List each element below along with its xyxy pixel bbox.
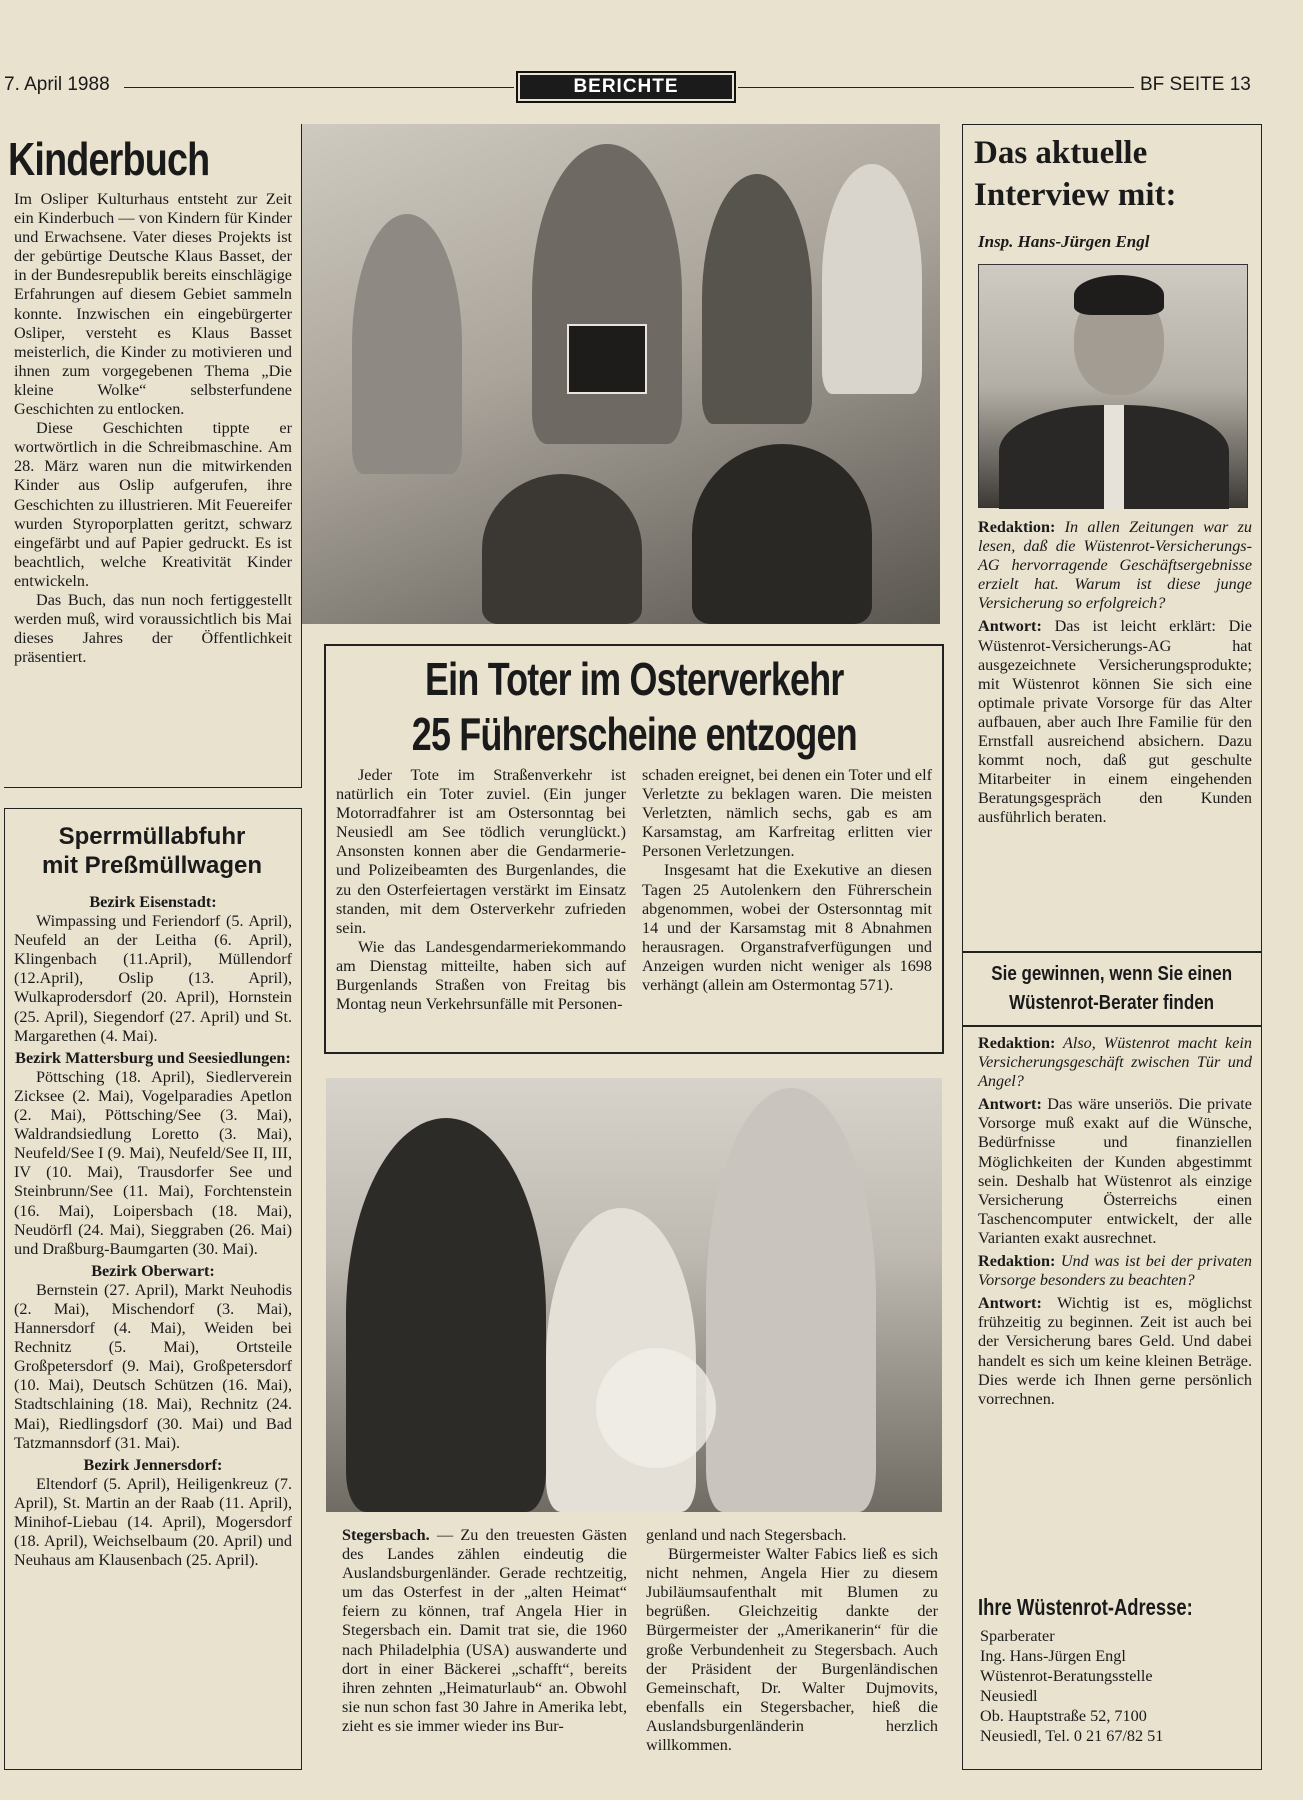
interview-qa-2 [978,1034,1252,1409]
district-heading: Bezirk Jennersdorf: [83,1455,223,1474]
paragraph: — Zu den treuesten Gästen des Landes zählen eindeutig die Auslandsburgenländer. Gerade rechtzeitig, um das Osterfest in der „alten Heimat“ feiern zu können, traf Angela Hier in Stegersbach ein. Damit trat sie, die 1960 nach Philadelphia (USA) auswanderte und dort in einer Bäckerei „schafft“, bereits ihren zehnten „Heimaturlaub“ an. Obwohl sie nun schon fast 30 Jahre in Amerika lebt, zieht es sie immer wieder ins Bur- [342,1526,627,1735]
paragraph: genland und nach Stegersbach. [646,1526,847,1544]
interview-headline [974,132,1177,216]
paragraph: Diese Geschichten tippte er wortwörtlich in die Schreibmaschine. Am 28. März waren nun die mitwirkenden Kinder aus Oslip aufgerufen, ihre Geschichten zu illustrieren. Mit Feuereifer wurden Styroporplatten geritzt, schwarz eingefärbt und auf Papier gedruckt. Es ist beachtlich, welche Kreativität Kinder entwickeln. [14,419,292,590]
district-schedule: Wimpassing und Feriendorf (5. April), Neufeld an der Leitha (6. April), Klingenbach (11.April), Müllendorf (12.April), Oslip (13. April), Wulkaprodersdorf (20. April), Hornstein (25. April), Siegendorf (27. April) und St. Margarethen (4. Mai). [14,912,292,1045]
photo-figure [532,144,682,444]
answer: Antwort: Das wäre unseriös. Die private Vorsorge muß exakt auf die Wünsche, Bedürfnisse und finanziellen Möglichkeiten der Kunden abgestimmt sein. Deshalb hat Wüstenrot als einzige Versicherung Österreichs einen Taschencomputer entwickelt, der alle Varianten exakt ausrechnet. [978,1095,1252,1247]
district-heading: Bezirk Mattersburg und Seesiedlungen: [15,1048,291,1067]
stegersbach-column-1 [342,1526,627,1736]
speaker-label: Redaktion: [978,1034,1056,1052]
headline-line: Sperrmüllabfuhr [58,823,246,850]
kinderbuch-body [14,190,292,667]
photo-figure [692,444,872,624]
paragraph: Das Buch, das nun noch fertiggestellt werden muß, wird voraussichtlich bis Mai dieses Jahres der Öffentlichkeit präsentiert. [14,590,292,667]
address-line: Ing. Hans-Jürgen Engl [980,1647,1126,1665]
paragraph: Bürgermeister Walter Fabics ließ es sich nicht nehmen, Angela Hier zu diesem Jubiläumsaufenthalt mit Blumen zu begrüßen. Gleichzeitig dankte der Bürgermeister der „Amerikanerin“ für die große Verbundenheit zu Stegersbach. Auch der Präsident der Burgenländischen Gemeinschaft, Dr. Walter Dujmovits, ebenfalls ein Stegersbacher, hieß die Auslandsburgenländerin herzlich willkommen. [646,1545,938,1755]
district-schedule: Pöttsching (18. April), Siedlerverein Zicksee (2. Mai), Vogelparadies Apetlon (2. Mai), Pöttsching/See (3. Mai), Waldrandsiedlung Loretto (3. Mai), Neufeld/See I (9. Mai), Neufeld/See II, III, IV (10. Mai), Trausdorfer See und Steinbrunn/See (11. Mai), Forchtenstein (16. Mai), Loipersbach (18. Mai), Neudörfl (24. Mai), Sieggraben (26. Mai) und Draßburg-Baumgarten (30. Mai). [14,1067,292,1258]
kinderbuch-headline: Kinderbuch [8,133,210,185]
question: Redaktion: Also, Wüstenrot macht kein Versicherungsgeschäft zwischen Tür und Angel? [978,1034,1252,1091]
section-banner [516,71,736,103]
answer: Antwort: Das ist leicht erklärt: Die Wüstenrot-Versicherungs-AG hat ausgezeichnete Versicherungsprodukte; mit Wüstenrot können Sie sich eine optimale private Vorsorge für das Alter aufbauen, aber auch Ihre Familie für den Ernstfall ausreichend absichern. Dazu kommt noch, daß gut geschulte Mitarbeiter in einem eingehenden Beratungsgespräch den Kunden ausführlich beraten. [978,617,1252,827]
paragraph: Jeder Tote im Straßenverkehr ist natürlich ein Toter zuviel. (Ein junger Motorradfahrer ist am Ostersonntag bei Neusiedl am See tödlich verunglückt.) Ansonsten konnen aber die Gendarmerie- und Polizeibeamten des Burgenlandes, die zu den Osterfeiertagen verstärkt im Einsatz standen, mit dem Osterverkehr zufrieden sein. [336,766,626,937]
question: Redaktion: Und was ist bei der privaten Vorsorge besonders zu beachten? [978,1252,1252,1290]
subhead-line: Sie gewinnen, wenn Sie einen [991,963,1233,985]
speaker-label: Antwort: [978,617,1042,636]
speaker-label: Antwort: [978,1294,1042,1313]
stegersbach-welcome-photo [326,1078,942,1512]
page-number: BF SEITE 13 [1140,74,1251,95]
address-block [980,1626,1252,1746]
district-heading: Bezirk Oberwart: [91,1261,215,1280]
district-schedule: Eltendorf (5. April), Heiligenkreuz (7. April), St. Martin an der Raab (11. April), Minihof-Liebau (14. April), Mogersdorf (18. April), Weichselbaum (20. April) und Neuhaus am Klausenbach (25. April). [14,1474,292,1570]
osterverkehr-headline [334,652,934,762]
portrait-shirt [1104,405,1124,509]
paragraph: Im Osliper Kulturhaus entsteht zur Zeit ein Kinderbuch — von Kindern für Kinder und Erwachsene. Vater dieses Projekts ist der gebürtige Deutsche Klaus Basset, der in der Bundesrepublik bereits einschlägige Erfahrungen auf diesem Gebiet sammeln konnte. Inzwischen ein eingebürgerter Osliper, versteht es Klaus Basset meisterlich, die Kinder zu motivieren und ihnen zum vorgegebenen Thema „Die kleine Wolke“ selbsterfundene Geschichten zu entlocken. [14,190,292,419]
osterverkehr-column-1 [336,766,626,1014]
headline-line: mit Preßmüllwagen [41,852,263,879]
photo-figure [352,214,462,474]
district-heading: Bezirk Eisenstadt: [89,893,217,911]
interview-subhead [966,960,1258,1018]
portrait-photo [978,264,1248,508]
stegersbach-column-2 [646,1526,938,1755]
sperrmuell-headline [12,822,292,880]
subhead-line: Wüstenrot-Berater finden [1009,992,1215,1014]
headline-line: 25 Führerscheine entzogen [411,708,857,760]
address-line: Wüstenrot-Beratungsstelle [980,1667,1153,1685]
speaker-label: Redaktion: [978,1252,1056,1271]
district-schedule: Bernstein (27. April), Markt Neuhodis (2. Mai), Mischendorf (3. Mai), Hannersdorf (4. Mai), Weiden bei Rechnitz (5. Mai), Ortsteile Großpetersdorf (9. Mai), Großpetersdorf (10. Mai), Deutsch Schützen (16. Mai), Stadtschlaining (18. Mai), Rechnitz (24. Mai), Riedlingsdorf (30. Mai) und Bad Tatzmannsdorf (31. Mai). [14,1280,292,1452]
portrait-hair [1074,275,1164,315]
section-label: BERICHTE [520,75,732,99]
photo-figure [702,174,812,424]
issue-date: 7. April 1988 [4,74,110,95]
headline-line: Das aktuelle [974,135,1148,171]
address-line: Sparberater [980,1627,1055,1645]
header-rule [738,87,1134,88]
paragraph: Wie das Landesgendarmeriekommando am Dienstag mitteilte, haben sich auf Burgenlands Straßen von Freitag bis Montag neun Verkehrsunfälle mit Personen- [336,937,626,1014]
dateline: Stegersbach. [342,1526,430,1544]
photo-figure [482,474,642,624]
headline-line: Ein Toter im Osterverkehr [424,653,844,705]
paragraph: schaden ereignet, bei denen ein Toter und elf Verletzte zu beklagen waren. Die meisten Verletzten, nämlich sechs, gab es am Karsamstag, am Karfreitag erlitten vier Personen Verletzungen. [642,766,932,861]
speaker-label: Antwort: [978,1095,1042,1114]
answer: Antwort: Wichtig ist es, möglichst frühzeitig zu beginnen. Zeit ist auch bei der Versicherung bares Geld. Und dabei handelt es sich um keine kleinen Beträge. Dies werde ich Ihnen gerne persönlich vorrechnen. [978,1294,1252,1408]
osterverkehr-column-2 [642,766,932,995]
photo-figure [346,1118,546,1512]
interviewee-name: Insp. Hans-Jürgen Engl [978,232,1150,251]
address-line: Neusiedl, Tel. 0 21 67/82 51 [980,1727,1164,1745]
children-workshop-photo [302,124,940,624]
interview-qa-1 [978,518,1252,828]
address-line: Neusiedl [980,1687,1038,1705]
question: Redaktion: In allen Zeitungen war zu lesen, daß die Wüstenrot-Versicherungs-AG hervorragende Geschäftsergebnisse erzielt hat. Warum ist diese junge Versicherung so erfolgreich? [978,518,1252,613]
headline-line: Interview mit: [974,177,1177,213]
photo-figure [822,164,922,394]
address-heading: Ihre Wüstenrot-Adresse: [978,1594,1193,1620]
photo-figure [706,1088,876,1512]
header-rule [124,87,514,88]
flower-bouquet [596,1348,716,1468]
sperrmuell-body [14,890,292,1570]
paragraph: Insgesamt hat die Exekutive an diesen Tagen 25 Autolenkern den Führerschein abgenommen, wobei der Ostersonntag mit 14 und der Karsamstag mit 8 Abnahmen herausragen. Organstrafverfügungen und Anzeigen wurden nicht weniger als 1698 verhängt (allein am Ostermontag 571). [642,861,932,995]
speaker-label: Redaktion: [978,518,1056,536]
address-line: Ob. Hauptstraße 52, 7100 [980,1707,1147,1725]
print-artwork [567,324,647,394]
